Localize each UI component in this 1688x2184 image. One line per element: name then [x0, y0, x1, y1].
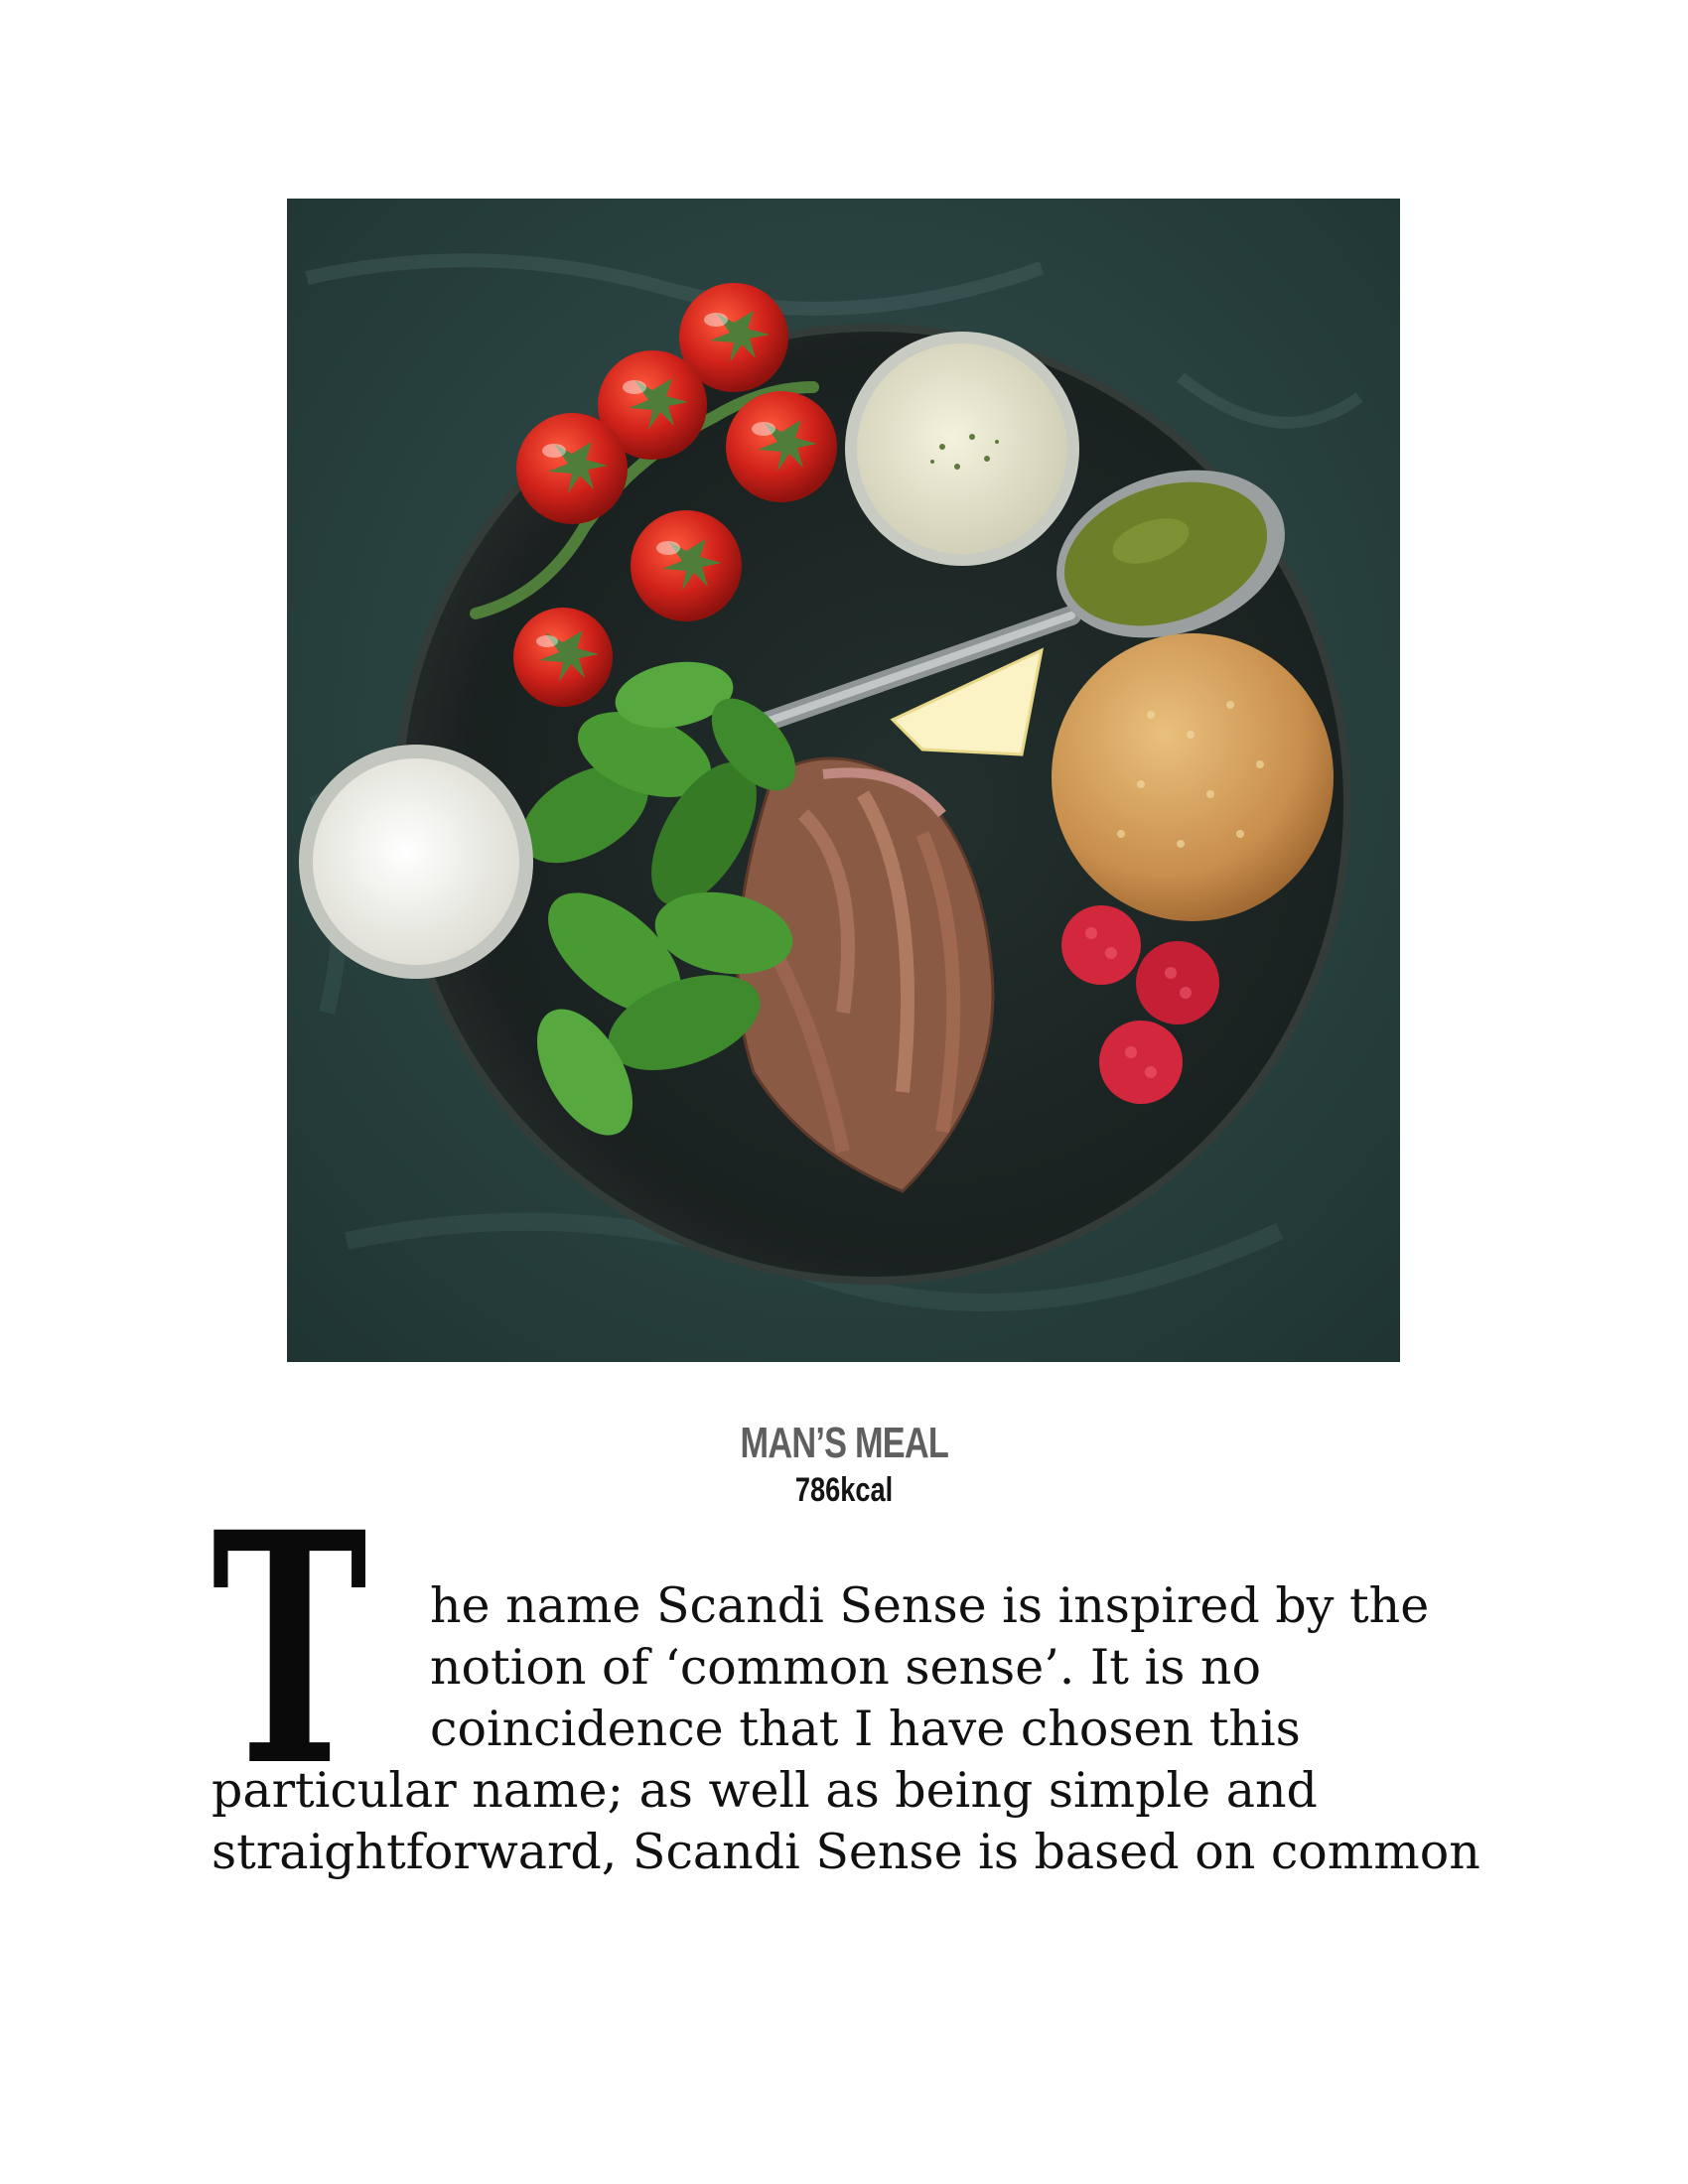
- bread-bun: [1052, 633, 1334, 921]
- recipe-title: MAN’S MEAL: [740, 1419, 948, 1467]
- yogurt-bowl: [299, 745, 533, 979]
- meal-photo: [287, 199, 1400, 1362]
- article-line: coincidence that I have chosen this: [430, 1701, 1301, 1757]
- article-line: notion of ‘common sense’. It is no: [430, 1639, 1261, 1696]
- article-line: he name Scandi Sense is inspired by the: [430, 1577, 1430, 1634]
- drop-cap: T: [211, 1464, 368, 1837]
- calorie-count: 786kcal: [794, 1471, 894, 1509]
- dip-bowl: [845, 332, 1079, 566]
- article-line: straightforward, Scandi Sense is based on common: [211, 1824, 1480, 1880]
- article-line: particular name; as well as being simple and: [211, 1762, 1318, 1819]
